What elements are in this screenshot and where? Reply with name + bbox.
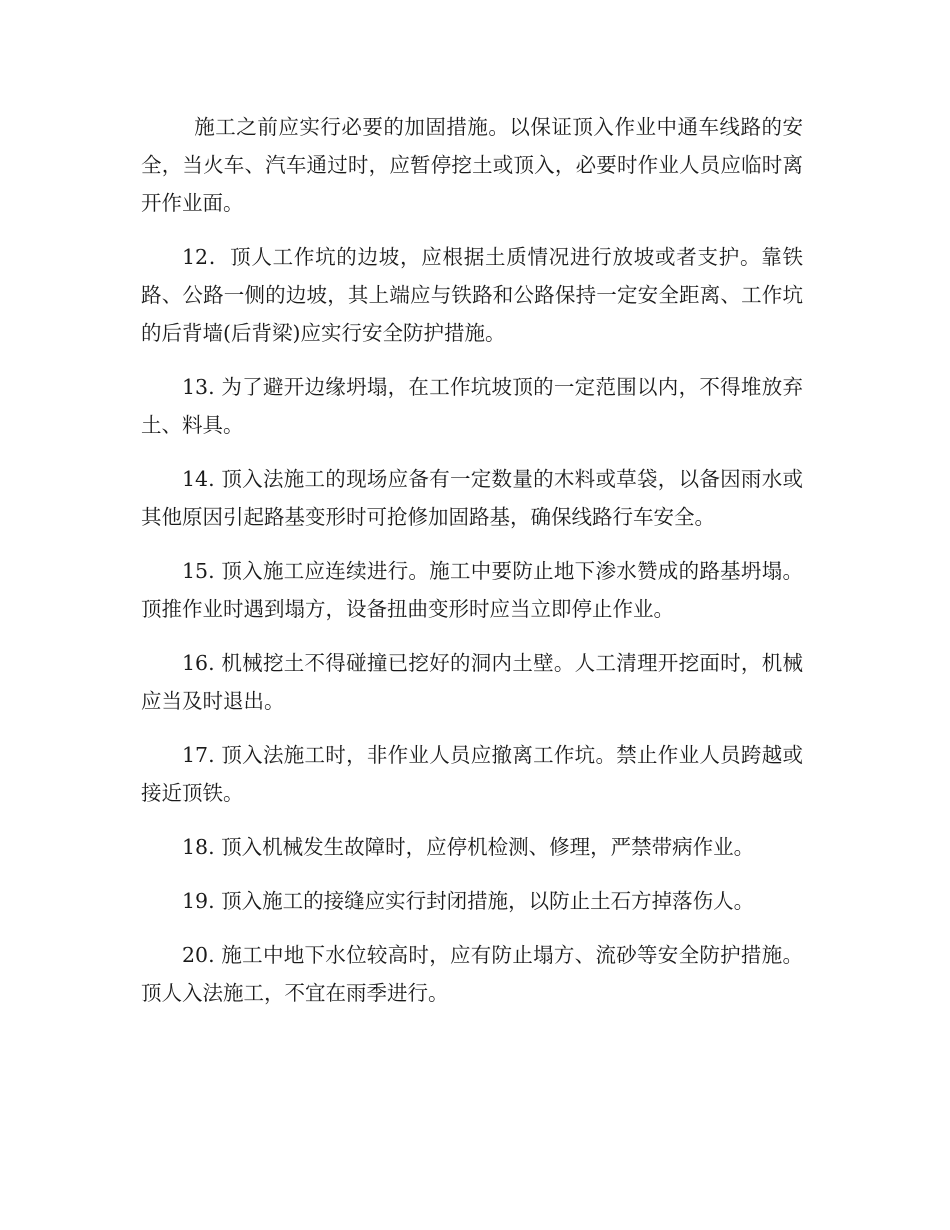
paragraph-item-15: 15. 顶入施工应连续进行。施工中要防止地下渗水赞成的路基坍塌。顶推作业时遇到塌方，设备扭曲变形时应当立即停止作业。 (141, 559, 803, 621)
document-body (141, 108, 803, 1028)
paragraph-item-14: 14. 顶入法施工的现场应备有一定数量的木料或草袋，以备因雨水或其他原因引起路基变形时可抢修加固路基，确保线路行车安全。 (141, 467, 803, 529)
paragraph-intro: 施工之前应实行必要的加固措施。以保证顶入作业中通车线路的安全，当火车、汽车通过时，应暂停挖土或顶入，必要时作业人员应临时离开作业面。 (141, 115, 803, 215)
paragraph-item-17: 17. 顶入法施工时，非作业人员应撤离工作坑。禁止作业人员跨越或接近顶铁。 (141, 743, 803, 805)
paragraph-item-19: 19. 顶入施工的接缝应实行封闭措施，以防止土石方掉落伤人。 (182, 889, 755, 913)
paragraph-item-12: 12．顶人工作坑的边坡，应根据土质情况进行放坡或者支护。靠铁路、公路一侧的边坡，其上端应与铁路和公路保持一定安全距离、工作坑的后背墙(后背梁)应实行安全防护措施。 (141, 245, 803, 345)
paragraph-item-18: 18. 顶入机械发生故障时，应停机检测、修理，严禁带病作业。 (182, 835, 755, 859)
paragraph-item-16: 16. 机械挖土不得碰撞已挖好的洞内土壁。人工清理开挖面时，机械应当及时退出。 (141, 651, 803, 713)
paragraph-item-20: 20. 施工中地下水位较高时，应有防止塌方、流砂等安全防护措施。顶人入法施工，不宜在雨季进行。 (141, 943, 803, 1005)
paragraph-item-13: 13. 为了避开边缘坍塌，在工作坑坡顶的一定范围以内，不得堆放弃土、料具。 (141, 375, 803, 437)
